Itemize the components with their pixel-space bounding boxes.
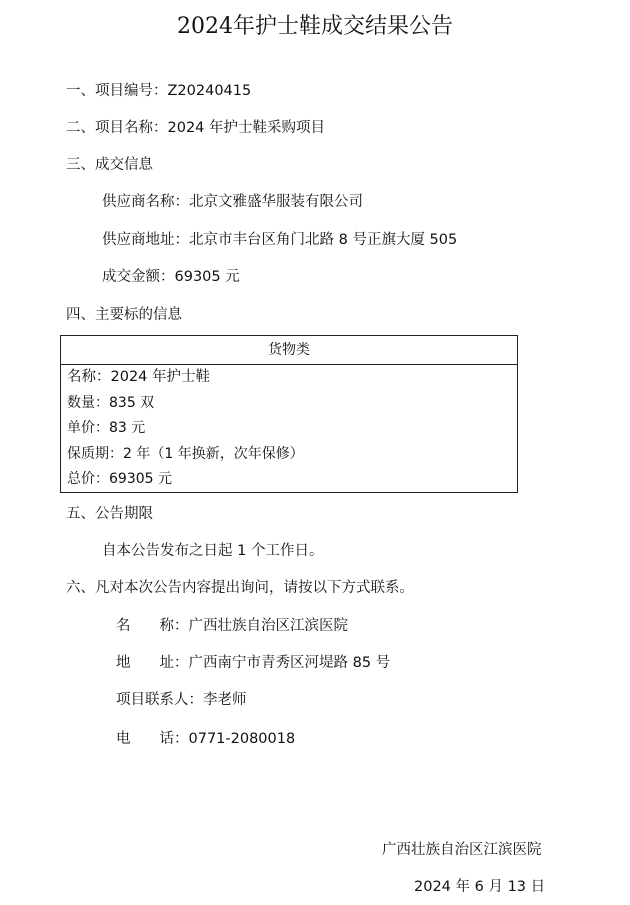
goods-table: [60, 335, 518, 493]
deal-amount: 成交金额：69305 元: [102, 269, 240, 285]
notice-period-heading: 五、公告期限: [66, 506, 153, 522]
goods-row-warranty: 保质期：2 年（1 年换新，次年保修）: [67, 445, 304, 462]
contact-org-name: 名 称：广西壮族自治区江滨医院: [116, 618, 348, 634]
supplier-name: 供应商名称：北京文雅盛华服装有限公司: [102, 194, 363, 210]
contact-address: 地 址：广西南宁市青秀区河堤路 85 号: [116, 655, 391, 671]
contact-phone: 电 话：0771-2080018: [116, 731, 296, 747]
signature-date: 2024 年 6 月 13 日: [414, 879, 546, 895]
goods-table-header: 货物类: [61, 336, 517, 365]
signature-org: 广西壮族自治区江滨医院: [382, 842, 542, 858]
deal-info-heading: 三、成交信息: [66, 157, 153, 173]
page-title: 2024年护士鞋成交结果公告: [177, 14, 453, 39]
project-number: 一、项目编号：Z20240415: [66, 83, 252, 99]
goods-row-unit-price: 单价：83 元: [67, 420, 146, 437]
goods-row-total: 总价：69305 元: [67, 471, 172, 488]
contact-person: 项目联系人：李老师: [116, 692, 247, 708]
main-subject-heading: 四、主要标的信息: [66, 307, 182, 323]
project-name: 二、项目名称：2024 年护士鞋采购项目: [66, 120, 326, 136]
inquiry-heading: 六、凡对本次公告内容提出询问，请按以下方式联系。: [66, 580, 414, 596]
notice-period-text: 自本公告发布之日起 1 个工作日。: [102, 543, 324, 559]
supplier-address: 供应商地址：北京市丰台区角门北路 8 号正旗大厦 505: [102, 232, 458, 248]
goods-row-name: 名称：2024 年护士鞋: [67, 369, 211, 385]
goods-row-quantity: 数量：835 双: [67, 394, 155, 411]
